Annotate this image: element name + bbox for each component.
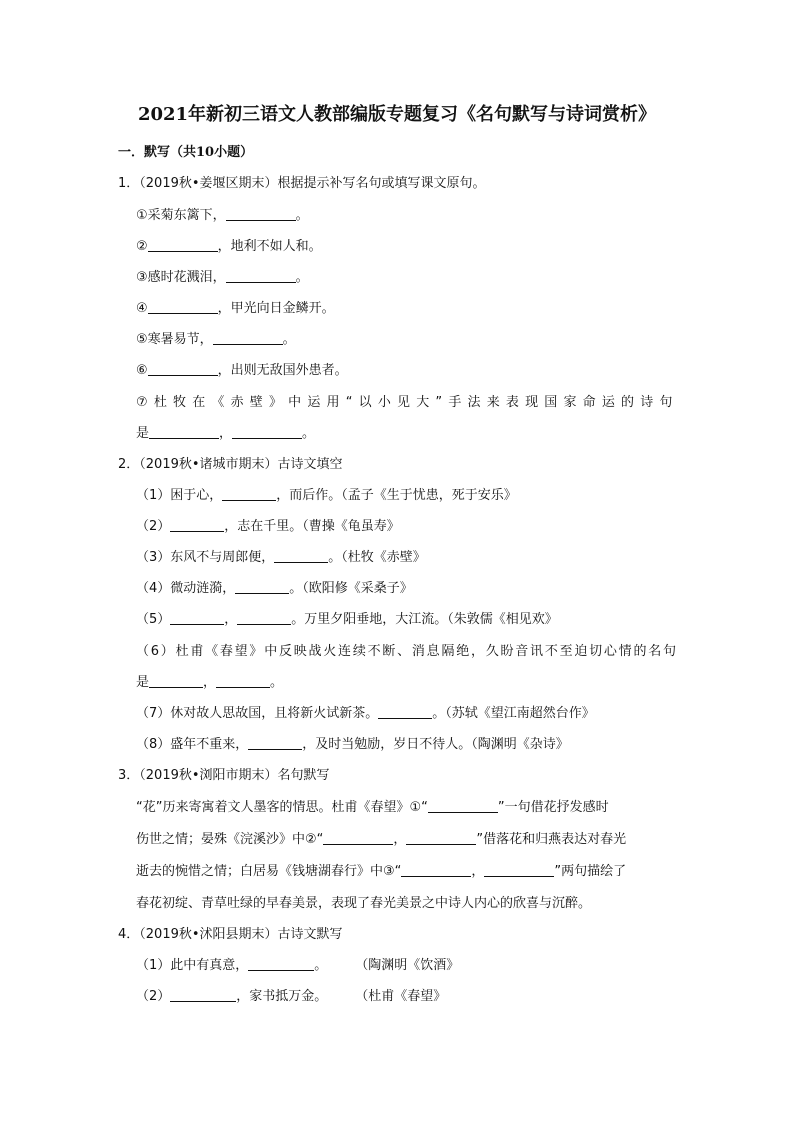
paragraph-text: ， (393, 832, 407, 847)
item-text: 。（杜牧《赤壁》 (328, 550, 426, 565)
item-text: 是 (136, 426, 150, 441)
question-1-item (136, 237, 322, 257)
question-3-paragraph-line: 春花初绽、青草吐绿的早春美景，表现了春光美景之中诗人内心的欣喜与沉醉。 (136, 896, 592, 911)
answer-blank[interactable] (237, 611, 291, 625)
question-1-stem: 1．（2019秋•姜堰区期末）根据提示补写名句或填写课文原句。 (118, 176, 486, 191)
item-text: （1）困于心， (136, 488, 223, 503)
item-text: ，志在千里。（曹操《龟虽寿》 (224, 519, 400, 534)
question-2-item (136, 486, 517, 506)
item-text: （8）盛年不重来， (136, 737, 249, 752)
question-2-item (136, 548, 426, 568)
question-2-item (136, 735, 569, 755)
item-text: ③感时花溅泪， (136, 270, 226, 285)
answer-blank[interactable] (149, 425, 219, 439)
item-text: （5） (136, 612, 171, 627)
item-text: （4）微动涟漪， (136, 581, 236, 596)
item-text: ，及时当勉励，岁日不待人。（陶渊明《杂诗》 (302, 737, 569, 752)
question-4-item (136, 987, 446, 1007)
answer-blank[interactable] (170, 988, 236, 1002)
item-text: ，家书抵万金。 (236, 989, 328, 1004)
item-text: 。 (282, 332, 296, 347)
item-source: （陶渊明《饮酒》 (355, 958, 460, 973)
question-2-item (136, 579, 413, 599)
paragraph-text: 伤世之情；晏殊《浣溪沙》中②“ (136, 832, 324, 847)
item-text: ⑦杜牧在《赤壁》中运用“以小见大”手法来表现国家命运的诗句 (136, 395, 676, 410)
item-text: （3）东风不与周郎便， (136, 550, 275, 565)
question-2-item (136, 704, 595, 724)
question-1-item-7 (136, 393, 676, 413)
item-text: ①采菊东篱下， (136, 208, 226, 223)
answer-blank[interactable] (148, 238, 218, 252)
item-text: ⑥ (136, 363, 148, 378)
item-text: 。 (270, 675, 284, 690)
document-title: 2021年新初三语文人教部编版专题复习《名句默写与诗词赏析》 (137, 104, 657, 125)
question-1-item (136, 206, 309, 226)
paragraph-text: ”借落花和归燕表达对春光 (476, 832, 627, 847)
item-text: ，地利不如人和。 (217, 239, 322, 254)
question-4-item (136, 956, 459, 976)
question-2-item-6-answer (136, 673, 283, 693)
answer-blank[interactable] (323, 831, 393, 845)
question-1-item (136, 330, 296, 350)
item-text: ， (219, 426, 233, 441)
item-text: 。 (314, 958, 328, 973)
answer-blank[interactable] (170, 611, 224, 625)
question-3-paragraph-line (136, 830, 626, 850)
item-source: （杜甫《春望》 (355, 989, 447, 1004)
answer-blank[interactable] (148, 300, 218, 314)
paragraph-text: ， (471, 864, 485, 879)
answer-blank[interactable] (232, 425, 302, 439)
answer-blank[interactable] (226, 269, 296, 283)
answer-blank[interactable] (235, 580, 289, 594)
question-4-stem: 4．（2019秋•沭阳县期末）古诗文默写 (118, 927, 343, 942)
item-text: （2） (136, 519, 171, 534)
answer-blank[interactable] (248, 736, 302, 750)
answer-blank[interactable] (401, 863, 471, 877)
answer-blank[interactable] (216, 674, 270, 688)
paragraph-text: ”一句借花抒发感时 (497, 800, 609, 815)
question-2-item-6 (136, 642, 676, 662)
answer-blank[interactable] (248, 957, 314, 971)
answer-blank[interactable] (213, 331, 283, 345)
question-3-paragraph-line (136, 798, 609, 818)
item-text: （7）休对故人思故国，且将新火试新茶。 (136, 706, 379, 721)
item-text: ，出则无敌国外患者。 (217, 363, 348, 378)
item-text: 。 (295, 208, 309, 223)
question-3-stem: 3．（2019秋•浏阳市期末）名句默写 (118, 768, 330, 783)
question-2-item (136, 610, 558, 630)
answer-blank[interactable] (378, 705, 432, 719)
answer-blank[interactable] (226, 207, 296, 221)
item-text: 。（欧阳修《采桑子》 (289, 581, 413, 596)
question-1-item (136, 299, 335, 319)
item-text: ， (203, 675, 217, 690)
item-text: ④ (136, 301, 148, 316)
question-2-stem: 2．（2019秋•诸城市期末）古诗文填空 (118, 457, 343, 472)
item-text: 。 (302, 426, 316, 441)
question-3-paragraph-line (136, 862, 626, 882)
section-heading: 一．默写（共10小题） (118, 145, 254, 160)
item-text: （2） (136, 989, 171, 1004)
answer-blank[interactable] (406, 831, 476, 845)
question-1-item (136, 268, 309, 288)
item-text: 。（苏轼《望江南超然台作》 (432, 706, 595, 721)
question-1-item-7-answer (136, 424, 315, 444)
paragraph-text: 逝去的惋惜之情；白居易《钱塘湖春行》中③“ (136, 864, 402, 879)
item-text: 。万里夕阳垂地，大江流。（朱敦儒《相见欢》 (291, 612, 558, 627)
paragraph-text: ”两句描绘了 (554, 864, 627, 879)
question-1-item (136, 361, 348, 381)
item-text: （6）杜甫《春望》中反映战火连续不断、消息隔绝，久盼音讯不至迫切心情的名句 (136, 644, 676, 659)
item-text: ⑤寒暑易节， (136, 332, 213, 347)
answer-blank[interactable] (428, 799, 498, 813)
item-text: （1）此中有真意， (136, 958, 249, 973)
answer-blank[interactable] (274, 549, 328, 563)
answer-blank[interactable] (148, 362, 218, 376)
answer-blank[interactable] (149, 674, 203, 688)
item-text: 是 (136, 675, 150, 690)
item-text: 。 (295, 270, 309, 285)
paragraph-text: “花”历来寄寓着文人墨客的情思。杜甫《春望》①“ (136, 800, 428, 815)
answer-blank[interactable] (170, 518, 224, 532)
item-text: ，甲光向日金鳞开。 (217, 301, 335, 316)
item-text: ， (224, 612, 238, 627)
question-2-item (136, 517, 400, 537)
item-text: ，而后作。（孟子《生于忧患，死于安乐》 (276, 488, 517, 503)
answer-blank[interactable] (484, 863, 554, 877)
answer-blank[interactable] (222, 487, 276, 501)
item-text: ② (136, 239, 148, 254)
